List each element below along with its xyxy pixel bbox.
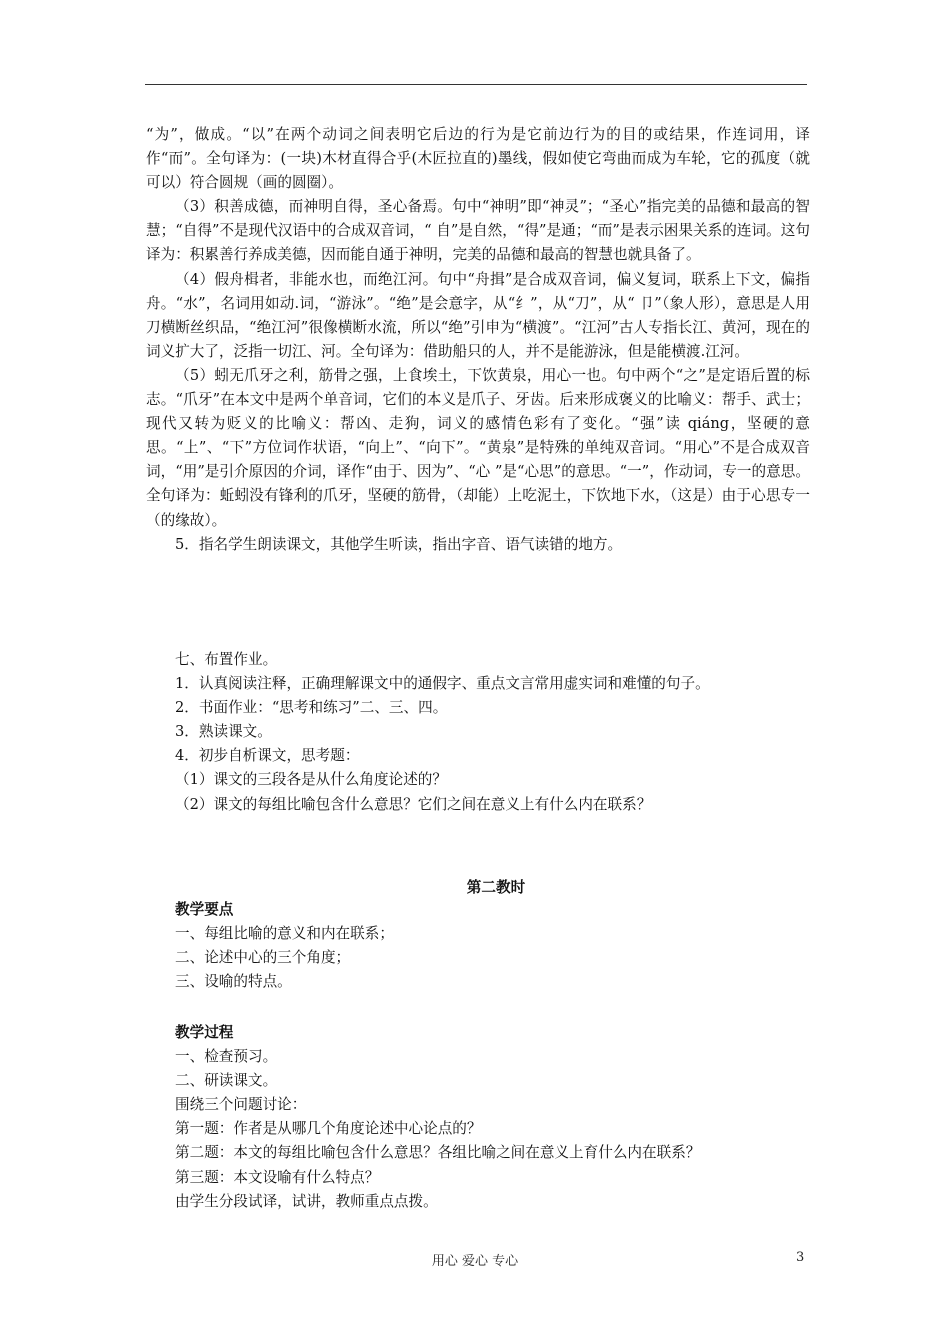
- key-points-section: [175, 898, 815, 994]
- key-points-title: 教学要点: [175, 901, 234, 918]
- homework-title: 七、布置作业。: [175, 651, 278, 668]
- section-heading: 第二教时: [466, 879, 526, 896]
- process-item: 围绕三个问题讨论：: [175, 1096, 307, 1114]
- process-item: 第三题：本文设喻有什么特点？: [175, 1168, 380, 1186]
- key-point-item: 二、论述中心的三个角度；: [175, 949, 351, 967]
- homework-item: 1．认真阅读注释，正确理解课文中的通假字、重点文言常用虚实词和难懂的句子。: [175, 675, 710, 693]
- process-item: 第一题：作者是从哪几个角度论述中心论点的？: [175, 1120, 482, 1138]
- homework-item: 3．熟读课文。: [175, 723, 272, 741]
- process-item: 一、检查预习。: [175, 1048, 278, 1066]
- key-point-item: 一、每组比喻的意义和内在联系；: [175, 925, 394, 943]
- header-rule: [145, 84, 807, 85]
- process-title: 教学过程: [175, 1024, 234, 1041]
- homework-item: （1）课文的三段各是从什么角度论述的？: [175, 771, 447, 789]
- process-item: 由学生分段试译，试讲，教师重点点拨。: [175, 1192, 438, 1210]
- paragraph-5: （5）蚓无爪牙之利，筋骨之强，上食埃土，下饮黄泉，用心一也。句中两个“之”是定语后置的标志。“爪牙”在本文中是两个单音词，它们的本义是爪子、牙齿。后来形成褒义的比喻义：帮手、武士；现代又转为贬义的比喻义：帮凶、走狗，词义的感情色彩有了变化。“强”读 qiáng，坚硬的意思。“上”、“下”方位词作状语，“向上”、“向下”。“黄泉”是特殊的单纯双音词。“用心”不是合成双音词，“用”是引介原因的介词，译作“由于、因为”、“心 ”是“心思”的意思。“一”，作动词，专一的意思。全句译为：蚯蚓没有锋利的爪牙，坚硬的筋骨，（却能）上吃泥土，下饮地下水，（这是）由于心思专一（的缘故）。: [146, 366, 810, 529]
- homework-section: [175, 648, 815, 817]
- process-item: 二、研读课文。: [175, 1072, 278, 1090]
- main-text: [146, 123, 810, 557]
- paragraph-continued: “为”，做成。“以”在两个动词之间表明它后边的行为是它前边行为的目的或结果，作连词用，译作“而”。全句译为：(一块)木材直得合乎(木匠拉直的)墨线，假如使它弯曲而成为车轮，它的孤度（就可以）符合圆规（画的圆圈）。: [146, 126, 810, 192]
- process-item: 第二题：本文的每组比喻包含什么意思？各组比喻之间在意义上育什么内在联系？: [175, 1144, 701, 1162]
- paragraph-3: （3）积善成德，而神明自得，圣心备焉。句中“神明”即“神灵”；“圣心”指完美的品德和最高的智慧；“自得”不是现代汉语中的合成双音词，“ 自”是自然，“得”是通；“而”是表示困果关系的连词。这句译为：积累善行养成美德，因而能自通于神明，完美的品德和最高的智慧也就具备了。: [146, 198, 810, 264]
- paragraph-4: （4）假舟楫者，非能水也，而绝江河。句中“舟揖”是合成双音词，偏义复词，联系上下文，偏指舟。“水”，名词用如动.词，“游泳”。“绝”是会意字，从“纟”，从“刀”，从“ 卩”（象人形），意思是人用刀横断丝织品，“绝江河”很像横断水流，所以“绝”引申为“横渡”。“江河”古人专指长江、黄河，现在的词义扩大了，泛指一切江、河。全句译为：借助船只的人，并不是能游泳，但是能横渡.江河。: [146, 270, 810, 360]
- key-point-item: 三、设喻的特点。: [175, 973, 292, 991]
- footer-text: 用心 爱心 专心: [431, 1254, 519, 1269]
- homework-item: （2）课文的每组比喻包含什么意思？它们之间在意义上有什么内在联系？: [175, 795, 652, 813]
- paragraph-step-5: 5．指名学生朗读课文，其他学生听读，指出字音、语气读错的地方。: [175, 535, 623, 553]
- homework-item: 2．书面作业：“思考和练习”二、三、四。: [175, 699, 448, 717]
- page-number: 3: [796, 1250, 805, 1265]
- process-section: [175, 1021, 815, 1214]
- homework-item: 4．初步自析课文，思考题：: [175, 747, 360, 765]
